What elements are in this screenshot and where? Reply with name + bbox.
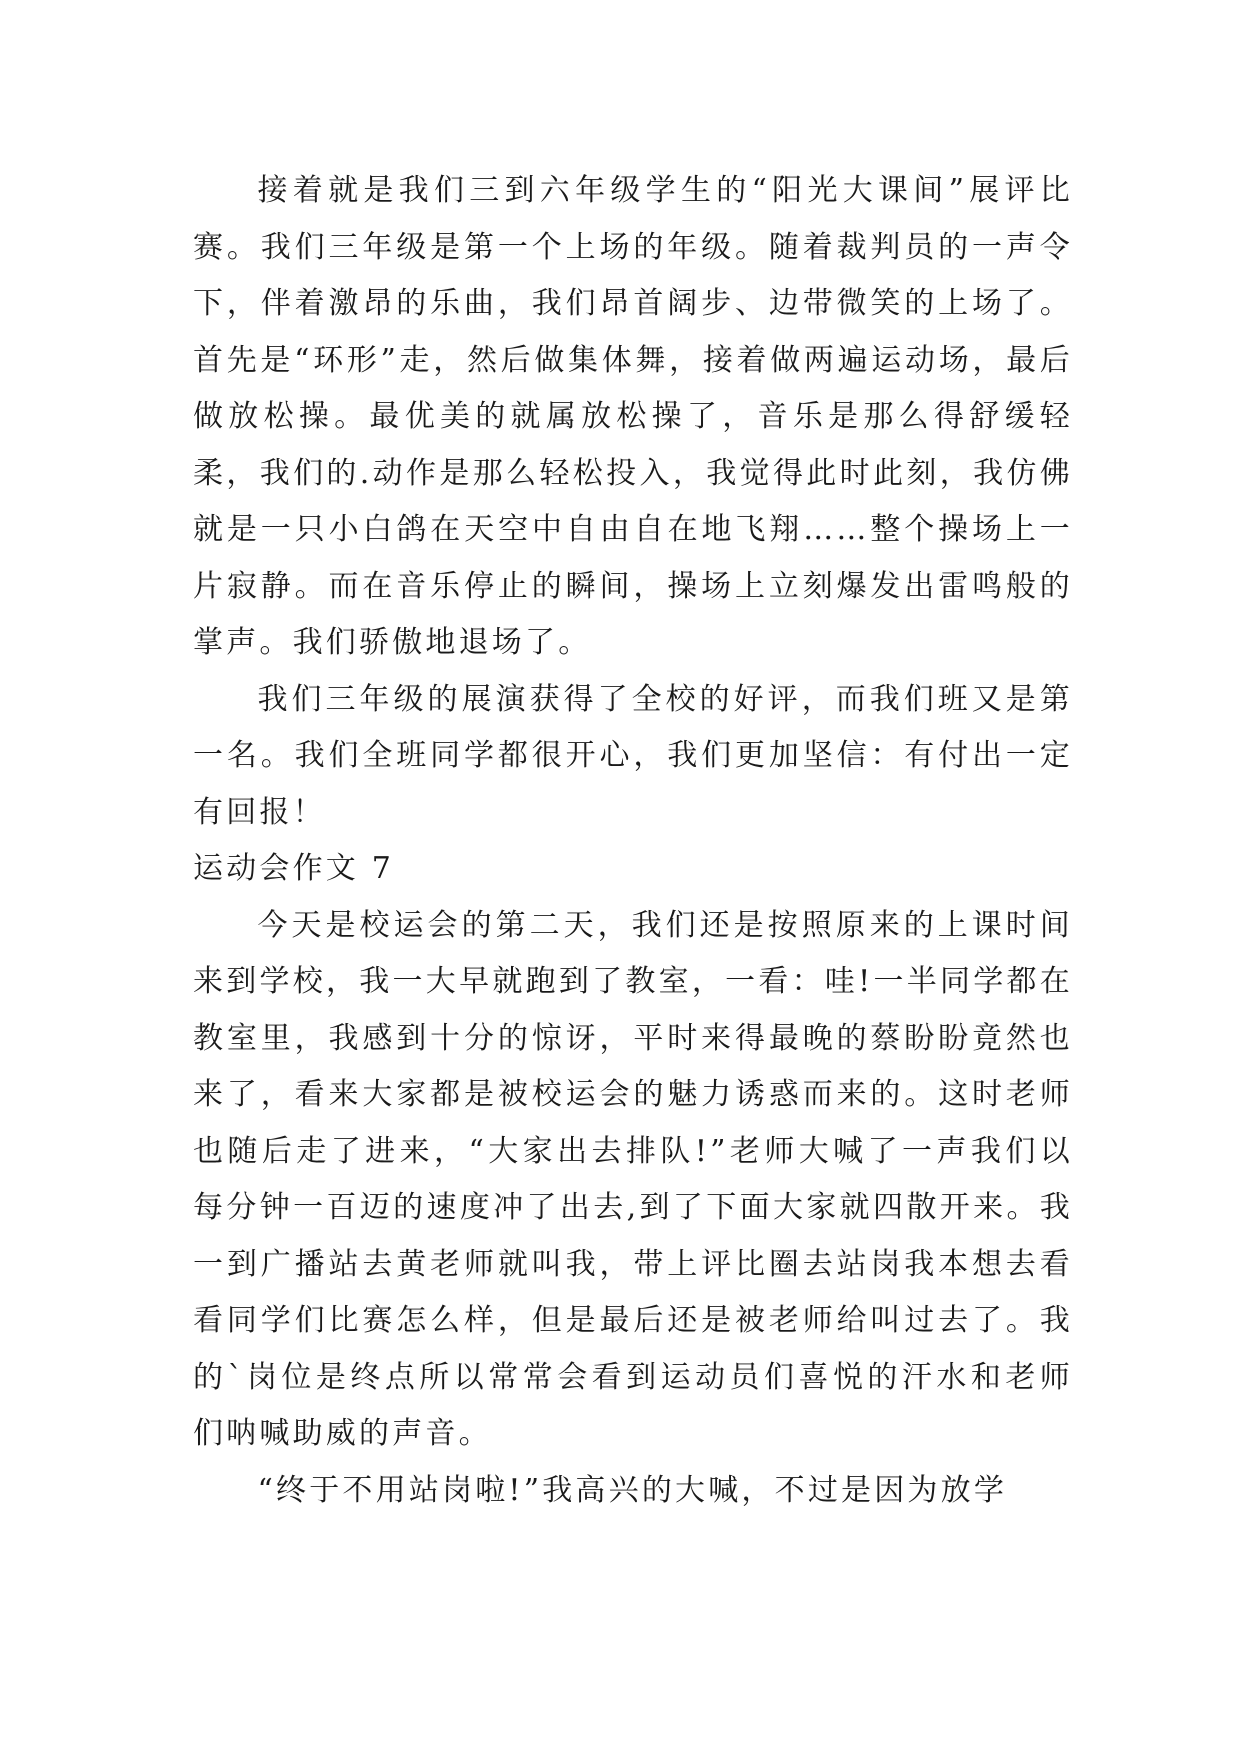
document-body (193, 163, 1073, 1519)
section-heading: 运动会作文 7 (193, 851, 395, 886)
paragraph-end-duty: “终于不用站岗啦!”我高兴的大喊，不过是因为放学 (257, 1472, 1008, 1508)
paragraph-performance: 接着就是我们三到六年级学生的“阳光大课间”展评比赛。我们三年级是第一个上场的年级。随着裁判员的一声令下，伴着激昂的乐曲，我们昂首阔步、边带微笑的上场了。首先是“环形”走，然后做集体舞，接着做两遍运动场，最后做放松操。最优美的就属放松操了，音乐是那么得舒缓轻柔，我们的.动作是那么轻松投入，我觉得此时此刻，我仿佛就是一只小白鸽在天空中自由自在地飞翔……整个操场上一片寂静。而在音乐停止的瞬间，操场上立刻爆发出雷鸣般的掌声。我们骄傲地退场了。 (193, 173, 1073, 660)
paragraph-result: 我们三年级的展演获得了全校的好评，而我们班又是第一名。我们全班同学都很开心，我们更加坚信：有付出一定有回报！ (193, 681, 1073, 830)
paragraph-second-day: 今天是校运会的第二天，我们还是按照原来的上课时间来到学校，我一大早就跑到了教室，一看：哇!一半同学都在教室里，我感到十分的惊讶，平时来得最晚的蔡盼盼竟然也来了，看来大家都是被校运会的魅力诱惑而来的。这时老师也随后走了进来，“大家出去排队!”老师大喊了一声我们以每分钟一百迈的速度冲了出去,到了下面大家就四散开来。我一到广播站去黄老师就叫我，带上评比圈去站岗我本想去看看同学们比赛怎么样，但是最后还是被老师给叫过去了。我的`岗位是终点所以常常会看到运动员们喜悦的汗水和老师们呐喊助威的声音。 (193, 907, 1073, 1451)
